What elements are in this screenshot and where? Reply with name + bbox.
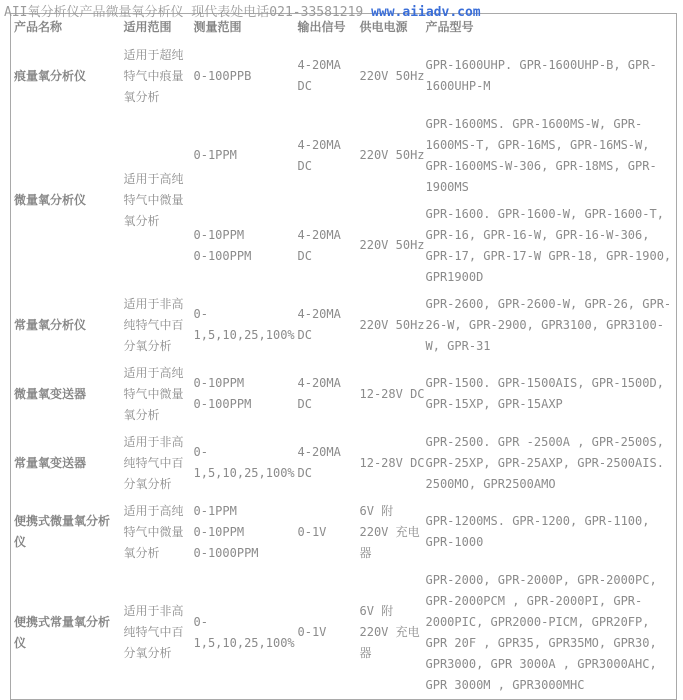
power-cell: 12-28V DC [359, 386, 425, 401]
range-cell: 0- 1,5,10,25,100% [193, 307, 295, 342]
scope-cell: 适用于超纯特气中痕量氧分析 [123, 47, 184, 104]
models-cell: GPR-1200MS. GPR-1200, GPR-1100, GPR-1000 [425, 514, 650, 549]
column-header-6: 产品型号 [425, 20, 474, 35]
website-link[interactable]: www.aiiadv.com [371, 5, 481, 20]
output-cell: 0-1V [297, 524, 327, 539]
output-cell: 4-20MA DC [297, 58, 341, 93]
scope-cell: 适用于高纯特气中微量氧分析 [123, 172, 184, 228]
models-cell: GPR-1500. GPR-1500AIS, GPR-1500D, GPR-15XP, GPR-15AXP [425, 376, 664, 411]
power-cell: 220V 50Hz [359, 238, 425, 252]
column-header-3: 测量范围 [193, 20, 242, 35]
table-row [11, 498, 677, 567]
table-row [11, 111, 677, 201]
column-header-2: 适用范围 [123, 20, 172, 35]
table-row [11, 429, 677, 498]
output-cell: 4-20MA DC [297, 376, 341, 411]
output-cell: 0-1V [297, 625, 327, 639]
range-cell: 0- 1,5,10,25,100% [193, 614, 295, 650]
scope-cell: 适用于高纯特气中微量氧分析 [123, 365, 184, 422]
power-cell: 6V 附 220V 充电 器 [359, 604, 420, 660]
table-row [11, 291, 677, 360]
power-cell: 220V 50Hz [359, 68, 425, 83]
product-name-cell: 常量氧变送器 [14, 455, 87, 470]
power-cell: 12-28V DC [359, 455, 425, 470]
range-cell: 0-10PPM 0-100PPM [193, 227, 252, 263]
table-row [11, 360, 677, 429]
product-name-cell: 痕量氧分析仪 [14, 68, 87, 83]
output-cell: 4-20MA DC [297, 445, 341, 480]
output-cell: 4-20MA DC [297, 137, 341, 173]
column-header-1: 产品名称 [14, 20, 63, 35]
models-cell: GPR-1600UHP. GPR-1600UHP-B, GPR-1600UHP-M [425, 58, 657, 93]
output-cell: 4-20MA DC [297, 307, 341, 342]
product-name-cell: 微量氧分析仪 [14, 193, 87, 207]
output-cell: 4-20MA DC [297, 227, 341, 263]
range-cell: 0-1PPM 0-10PPM 0-1000PPM [193, 503, 259, 560]
models-cell: GPR-1600MS. GPR-1600MS-W, GPR-1600MS-T, GPR-16MS, GPR-16MS-W, GPR-1600MS-W-306, GPR-18MS, GPR-1900MS [425, 116, 657, 194]
product-name-cell: 便携式常量氧分析仪 [14, 614, 111, 650]
range-cell: 0-1PPM [193, 148, 237, 162]
models-cell: GPR-2500. GPR -2500A , GPR-2500S, GPR-25XP, GPR-25AXP, GPR-2500AIS. 2500MO, GPR2500AMO [425, 434, 664, 491]
power-cell: 220V 50Hz [359, 317, 425, 332]
product-name-cell: 微量氧变送器 [14, 386, 87, 401]
product-table [10, 13, 677, 700]
table-row [11, 42, 677, 111]
models-cell: GPR-1600. GPR-1600-W, GPR-1600-T, GPR-16, GPR-16-W, GPR-16-W-306, GPR-17, GPR-17-W GPR-18, GPR-1900, GPR1900D [425, 206, 672, 284]
models-cell: GPR-2600, GPR-2600-W, GPR-26, GPR-26-W, GPR-2900, GPR3100, GPR3100-W, GPR-31 [425, 296, 672, 353]
table-body [11, 42, 677, 700]
power-cell: 220V 50Hz [359, 148, 425, 162]
range-cell: 0-10PPM 0-100PPM [193, 376, 252, 411]
scope-cell: 适用于非高纯特气中百分氧分析 [123, 604, 184, 660]
scope-cell: 适用于非高纯特气中百分氧分析 [123, 296, 184, 353]
scope-cell: 适用于非高纯特气中百分氧分析 [123, 434, 184, 491]
scope-cell: 适用于高纯特气中微量氧分析 [123, 503, 184, 560]
page-header-line [4, 6, 679, 20]
column-header-5: 供电电源 [359, 20, 408, 35]
power-cell: 6V 附 220V 充电 器 [359, 503, 420, 560]
range-cell: 0- 1,5,10,25,100% [193, 445, 295, 480]
table-row [11, 567, 677, 700]
page-header-text: AII氧分析仪产品微量氧分析仪 现代表处电话021-33581219 [4, 5, 372, 20]
product-name-cell: 便携式微量氧分析仪 [14, 514, 111, 549]
models-cell: GPR-2000, GPR-2000P, GPR-2000PC, GPR-2000PCM , GPR-2000PI, GPR-2000PIC, GPR2000-PICM, GPR20FP, GPR 20F , GPR35, GPR35MO, GPR30, GPR3000, GPR 3000A , GPR3000AHC, GPR 3000M , GPR3000MHC [425, 572, 657, 692]
range-cell: 0-100PPB [193, 68, 252, 83]
product-name-cell: 常量氧分析仪 [14, 317, 87, 332]
column-header-4: 输出信号 [297, 20, 346, 35]
